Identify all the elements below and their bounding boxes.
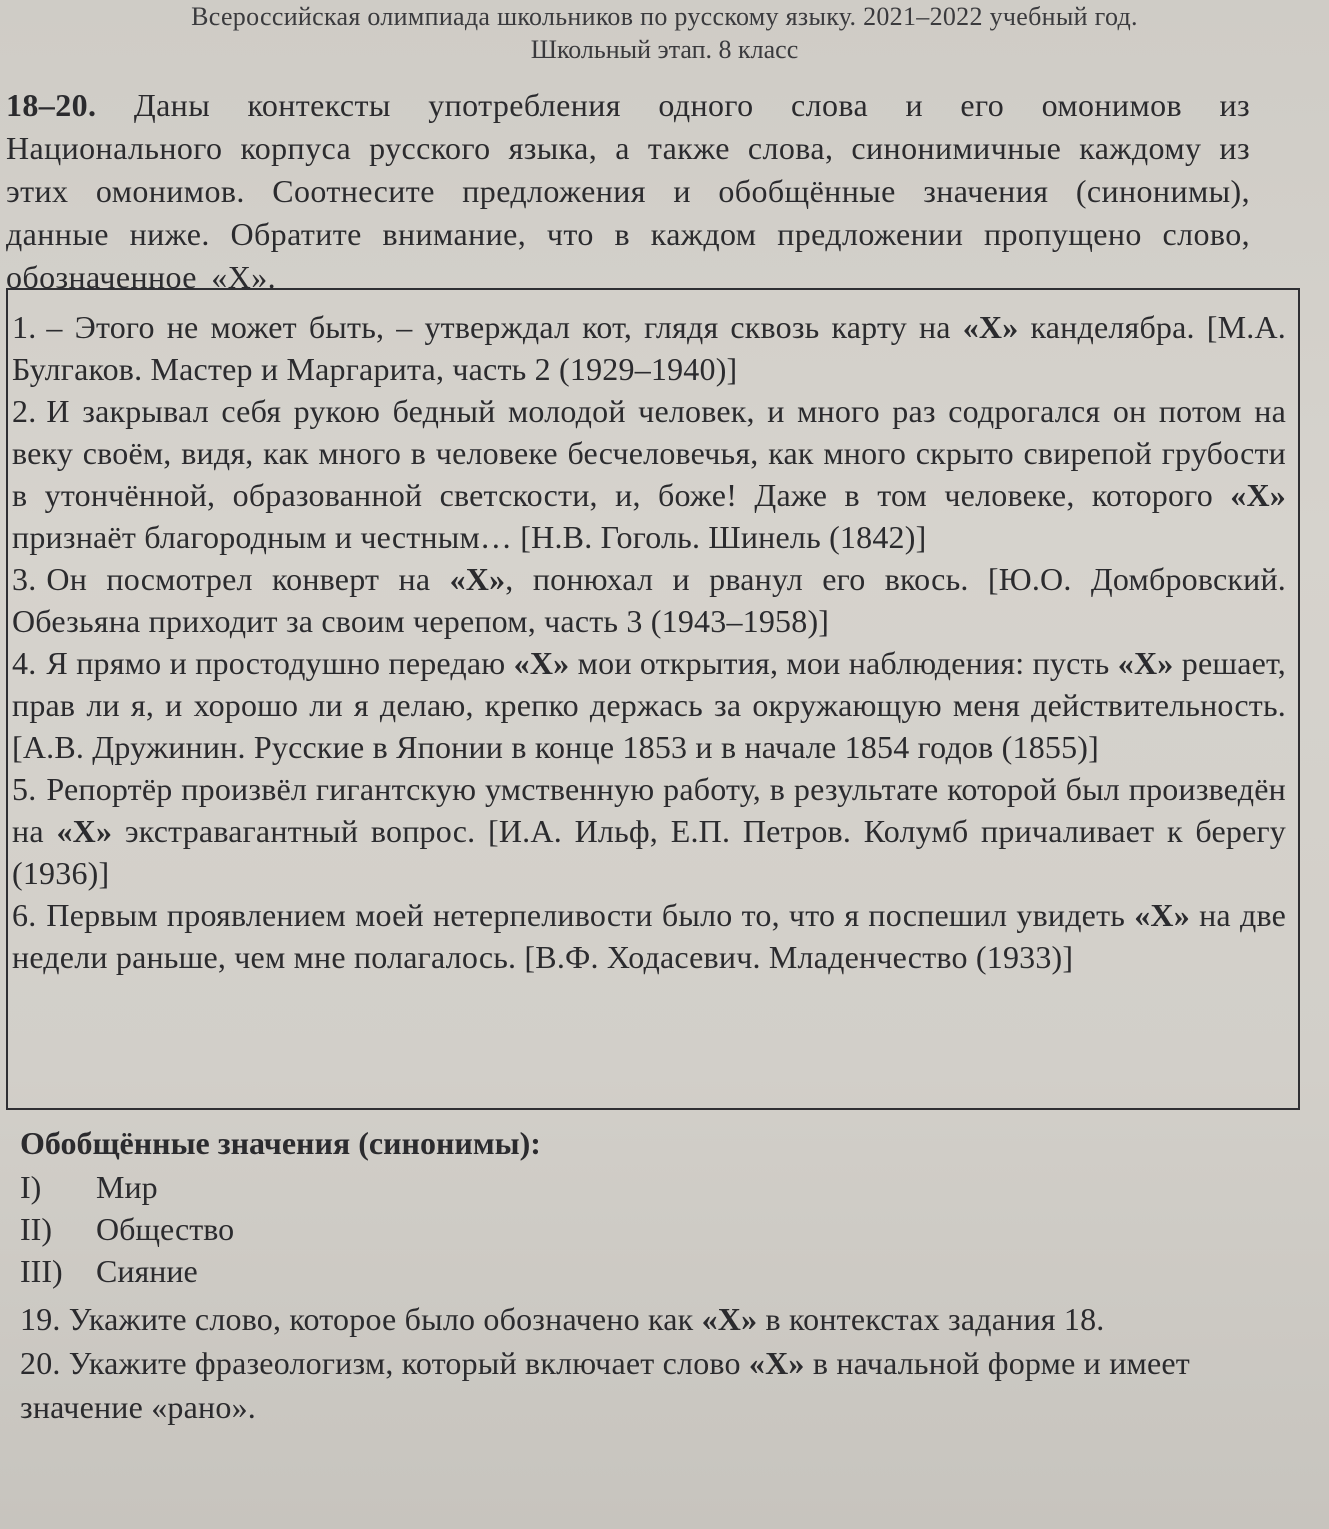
meanings-section <box>20 1120 1300 1292</box>
context-text: И закрывал себя рукою бедный молодой человек, и много раз содрогался он потом на веку своём, видя, как много в человеке бесчеловечья, как много скрыто свирепой грубости в утончённой, образованной светскости, и, боже! Даже в том человеке, которого <box>12 393 1286 513</box>
meaning-numeral: II) <box>20 1211 52 1247</box>
context-item <box>12 306 1286 390</box>
meaning-numeral: I) <box>20 1169 42 1205</box>
x-placeholder: «X» <box>962 309 1019 345</box>
task-text: Даны контексты употребления одного слова и его омонимов из Национального корпуса русского языка, а также слова, синонимичные каждому из этих омонимов. Соотнесите предложения и обобщённые значения (синонимы), данные ниже. Обратите внимание, что в каждом предложении пропущено слово, обозначенное «X». <box>6 87 1251 295</box>
olympiad-title: Всероссийская олимпиада школьников по русскому языку. 2021–2022 учебный год. <box>191 2 1138 31</box>
x-placeholder: «X» <box>56 813 113 849</box>
page-header <box>0 0 1329 66</box>
x-placeholder: «X» <box>513 645 570 681</box>
question-text: 20. Укажите фразеологизм, который включает слово <box>20 1345 749 1381</box>
context-text: решает, прав ли я, и хорошо ли я делаю, крепко держась за окружающую меня действительность. [А.В. Дружинин. Русские в Японии в конце 1853 и в начале 1854 годов (1855)] <box>12 645 1286 765</box>
meaning-numeral: III) <box>20 1253 63 1289</box>
context-number: 2. <box>12 393 37 429</box>
stage-subtitle: Школьный этап. 8 класс <box>530 35 799 64</box>
x-placeholder: «X» <box>449 561 506 597</box>
meaning-item <box>20 1166 1300 1208</box>
context-text: признаёт благородным и честным… [Н.В. Гоголь. Шинель (1842)] <box>12 519 927 555</box>
context-item <box>12 390 1286 558</box>
context-text: – Этого не может быть, – утверждал кот, глядя сквозь карту на <box>46 309 963 345</box>
context-text: Я прямо и простодушно передаю <box>46 645 514 681</box>
context-text: Он посмотрел конверт на <box>46 561 450 597</box>
meaning-item <box>20 1250 1300 1292</box>
context-item <box>12 642 1286 768</box>
context-number: 6. <box>12 897 37 933</box>
context-text: Первым проявлением моей нетерпеливости было то, что я поспешил увидеть <box>46 897 1135 933</box>
context-text: мои открытия, мои наблюдения: пусть <box>569 645 1118 681</box>
context-number: 3. <box>12 561 37 597</box>
x-placeholder: «X» <box>748 1345 805 1381</box>
question-20 <box>20 1341 1312 1429</box>
task-intro <box>6 84 1250 299</box>
context-item <box>12 894 1286 978</box>
contexts-box <box>6 288 1300 1110</box>
context-item <box>12 558 1286 642</box>
question-text: 19. Укажите слово, которое было обозначено как <box>20 1301 702 1337</box>
question-text: в начальной форме и имеет значение «рано». <box>20 1345 1190 1425</box>
context-text: экстравагантный вопрос. [И.А. Ильф, Е.П. Петров. Колумб причаливает к берегу (1936)] <box>12 813 1286 891</box>
context-text: на две недели раньше, чем мне полагалось. [В.Ф. Ходасевич. Младенчество (1933)] <box>12 897 1287 975</box>
x-placeholder: «X» <box>1134 897 1190 933</box>
context-number: 1. <box>12 309 37 345</box>
questions-section <box>20 1297 1312 1429</box>
x-placeholder: «X» <box>701 1301 758 1337</box>
context-text: канделябра. [М.А. Булгаков. Мастер и Маргарита, часть 2 (1929–1940)] <box>12 309 1286 387</box>
meaning-word: Сияние <box>96 1253 198 1289</box>
meaning-item <box>20 1208 1300 1250</box>
meaning-word: Общество <box>96 1211 235 1247</box>
context-text: Репортёр произвёл гигантскую умственную работу, в результате которой был произведён на <box>12 771 1286 849</box>
context-text: , понюхал и рванул его вкось. [Ю.О. Домбровский. Обезьяна приходит за своим черепом, часть 3 (1943–1958)] <box>12 561 1286 639</box>
meanings-title: Обобщённые значения (синонимы): <box>20 1125 541 1161</box>
question-19 <box>20 1297 1312 1341</box>
x-placeholder: «X» <box>1230 477 1286 513</box>
meaning-word: Мир <box>96 1169 158 1205</box>
context-number: 5. <box>12 771 37 807</box>
task-number: 18–20. <box>6 87 97 123</box>
context-number: 4. <box>12 645 37 681</box>
x-placeholder: «X» <box>1117 645 1174 681</box>
question-text: в контекстах задания 18. <box>757 1301 1105 1337</box>
context-item <box>12 768 1286 894</box>
